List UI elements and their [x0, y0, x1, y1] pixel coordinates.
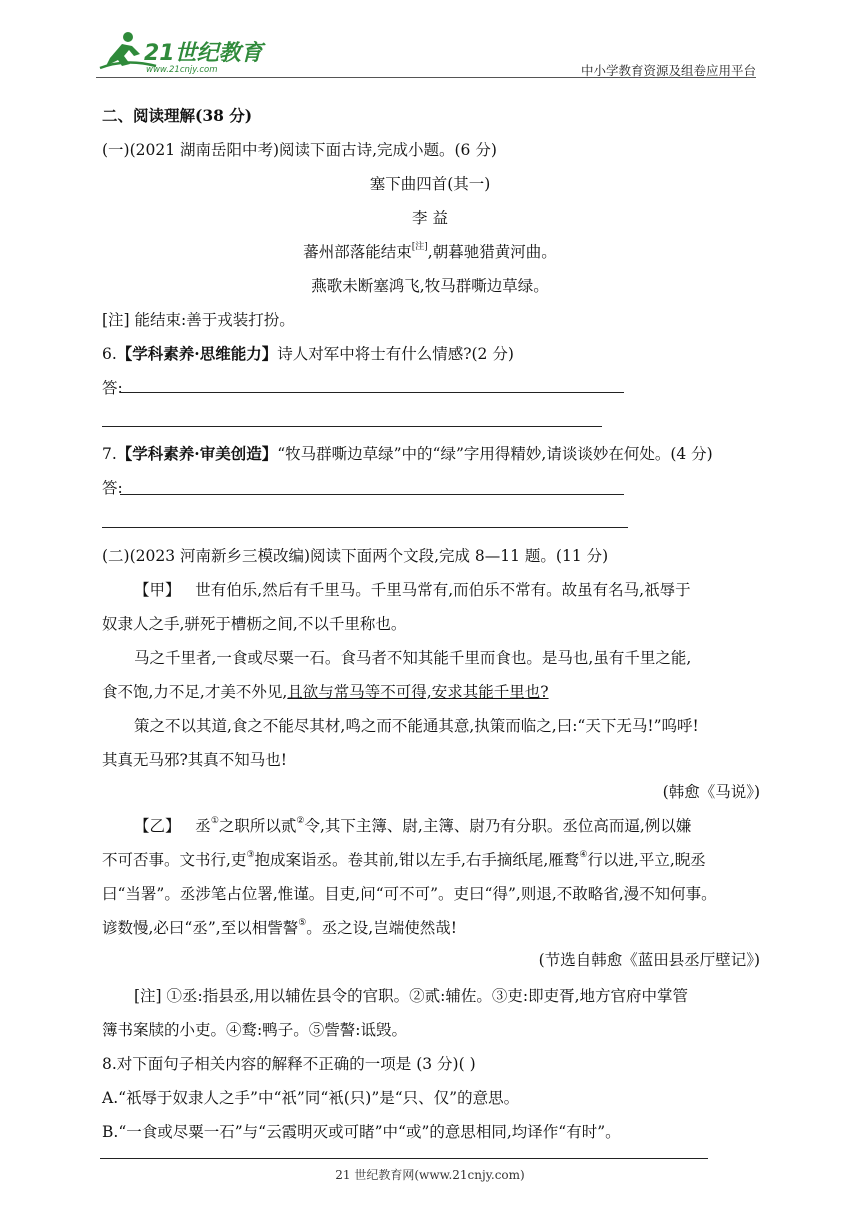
page-header	[96, 28, 756, 78]
yi-sup-3: ③	[246, 850, 255, 860]
poem-line-2: 燕歌未断塞鸿飞,牧马群嘶边草绿。	[311, 277, 549, 295]
jia-underlined-sentence: 且欲与常马等不可得,安求其能千里也?	[287, 683, 549, 701]
part2-intro: (二)(2023 河南新乡三模改编)阅读下面两个文段,完成 8—11 题。(11 分)	[102, 547, 609, 565]
part1-intro: (一)(2021 湖南岳阳中考)阅读下面古诗,完成小题。(6 分)	[102, 141, 497, 159]
jia-p2-b-plain: 食不饱,力不足,才美不外见,	[102, 683, 288, 701]
jia-paragraph-3a: 策之不以其道,食之不能尽其材,鸣之而不能通其意,执策而临之,曰:“天下无马!”呜呼!	[134, 717, 699, 735]
yi-sup-4: ④	[579, 850, 588, 860]
yi-sup-1: ①	[210, 816, 219, 826]
question-7	[102, 444, 713, 464]
poem-line-1	[0, 242, 860, 262]
logo-text: 21世纪教育	[144, 41, 263, 66]
q6-answer-line-1[interactable]	[120, 392, 624, 393]
jia-paragraph-3b: 其真无马邪?其真不知马也!	[102, 751, 288, 769]
runner-logo-icon	[96, 28, 266, 76]
yi-b3: 行以进,平立,睨丞	[587, 851, 706, 869]
yi-source: (节选自韩愈《蓝田县丞厅壁记》)	[538, 951, 760, 969]
jia-paragraph-1b: 奴隶人之手,骈死于槽枥之间,不以千里称也。	[102, 615, 407, 633]
poem-note-marker: [注]	[411, 242, 428, 252]
yi-sup-2: ②	[296, 816, 305, 826]
site-logo	[96, 28, 266, 76]
jia-p1-a: 世有伯乐,然后有千里马。千里马常有,而伯乐不常有。故虽有名马,祇辱于	[195, 581, 691, 599]
section-title: 二、阅读理解(38 分)	[102, 106, 253, 125]
poem-line-1-a: 蕃州部落能结束	[303, 243, 412, 261]
yi-a2: 之职所以贰	[218, 817, 297, 835]
header-divider	[96, 77, 756, 78]
yi-d2: 。丞之设,岂端使然哉!	[306, 919, 457, 937]
yi-paragraph-a	[134, 816, 691, 836]
yi-paragraph-c: 曰“当署”。丞涉笔占位署,惟谨。目吏,问“可不可”。吏曰“得”,则退,不敢略省,漫不知何事。	[102, 885, 717, 903]
q7-number: 7.	[102, 445, 117, 463]
poem-line-1-b: ,朝暮驰猎黄河曲。	[427, 243, 557, 261]
question-8-stem: 8.对下面句子相关内容的解释不正确的一项是 (3 分)( )	[102, 1055, 476, 1073]
yi-label: 【乙】	[134, 817, 181, 835]
yi-paragraph-d	[102, 918, 457, 938]
jia-paragraph-2b	[102, 682, 549, 702]
q7-answer-line-1[interactable]	[120, 494, 624, 495]
q6-text: 诗人对军中将士有什么情感?(2 分)	[277, 345, 514, 363]
q7-answer-line-2[interactable]	[102, 527, 628, 528]
poem-note: [注] 能结束:善于戎装打扮。	[102, 311, 295, 329]
yi-note-b: 簿书案牍的小吏。④鹜:鸭子。⑤訾謷:诋毁。	[102, 1021, 407, 1039]
page-footer: 21 世纪教育网(www.21cnjy.com)	[335, 1168, 525, 1182]
yi-b2: 抱成案诣丞。卷其前,钳以左手,右手摘纸尾,雁鹜	[254, 851, 580, 869]
footer-divider	[100, 1158, 708, 1159]
yi-d1: 谚数慢,必曰“丞”,至以相訾謷	[102, 919, 299, 937]
yi-paragraph-b	[102, 850, 706, 870]
q7-text: “牧马群嘶边草绿”中的“绿”字用得精妙,请谈谈妙在何处。(4 分)	[277, 445, 713, 463]
jia-paragraph-1a	[134, 580, 691, 600]
q6-number: 6.	[102, 345, 117, 363]
q6-answer-line-2[interactable]	[102, 426, 602, 427]
q6-tag: 【学科素养·思维能力】	[116, 344, 278, 363]
q8-option-a[interactable]: A.“祇辱于奴隶人之手”中“祇”同“衹(只)”是“只、仅”的意思。	[102, 1089, 520, 1107]
jia-label: 【甲】	[134, 581, 181, 599]
jia-source: (韩愈《马说》)	[662, 783, 760, 801]
yi-sup-5: ⑤	[298, 918, 307, 928]
question-6	[102, 344, 514, 364]
yi-note-a: [注] ①丞:指县丞,用以辅佐县令的官职。②贰:辅佐。③吏:即吏胥,地方官府中掌管	[134, 987, 689, 1005]
jia-paragraph-2a: 马之千里者,一食或尽粟一石。食马者不知其能千里而食也。是马也,虽有千里之能,	[134, 649, 692, 667]
yi-b1: 不可否事。文书行,吏	[102, 851, 247, 869]
q7-tag: 【学科素养·审美创造】	[116, 444, 278, 463]
header-platform-name: 中小学教育资源及组卷应用平台	[580, 63, 756, 78]
q6-answer-label: 答:	[102, 379, 123, 397]
logo-url: www.21cnjy.com	[146, 65, 218, 75]
yi-a3: 令,其下主簿、尉,主簿、尉乃有分职。丞位高而逼,例以嫌	[304, 817, 692, 835]
poem-title: 塞下曲四首(其一)	[369, 175, 491, 193]
q7-answer-label: 答:	[102, 479, 123, 497]
q8-option-b[interactable]: B.“一食或尽粟一石”与“云霞明灭或可睹”中“或”的意思相同,均译作“有时”。	[102, 1123, 621, 1141]
poem-author: 李 益	[412, 209, 448, 227]
yi-a1: 丞	[195, 817, 211, 835]
